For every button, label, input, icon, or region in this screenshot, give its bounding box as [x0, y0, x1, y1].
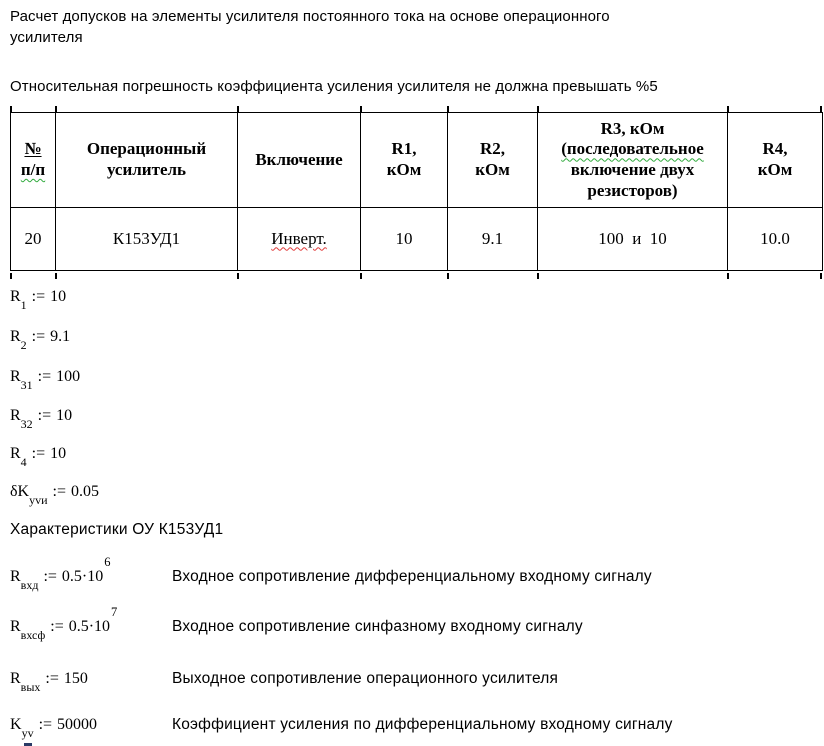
inclusion-header-label: Включение [255, 149, 343, 169]
assign-operator: := [52, 483, 66, 500]
r4-header-line2: кОм [757, 160, 793, 179]
assign-operator: := [37, 368, 52, 385]
variable-subscript: 2 [20, 338, 27, 353]
assign-operator: := [43, 568, 57, 585]
num-header-line1: № [24, 139, 42, 159]
variable-subscript: yvи [29, 493, 48, 508]
variable-subscript: 32 [20, 417, 33, 432]
col-header-r2 [448, 113, 538, 208]
variable-value: 0.05 [70, 483, 99, 500]
variable-name: R [10, 670, 21, 687]
table-border-stub [537, 273, 539, 279]
variable-name: R [10, 568, 21, 585]
cell-r1[interactable]: 10 [361, 208, 448, 271]
variable-subscript: вхсф [20, 628, 46, 643]
col-header-inclusion [238, 113, 361, 208]
variable-value: 10 [50, 445, 67, 462]
cell-inclusion[interactable] [238, 208, 361, 271]
variable-subscript: вых [20, 680, 41, 695]
table-border-stub [820, 273, 822, 279]
definition-r32[interactable] [10, 407, 73, 432]
characteristic-row-rvyh [10, 670, 816, 695]
characteristic-row-rvhd [10, 554, 816, 593]
table-border-stub [55, 273, 57, 279]
variable-value: 10 [56, 407, 73, 424]
parameters-table [10, 112, 823, 271]
characteristic-expression[interactable] [10, 554, 111, 593]
characteristic-row-kyv [10, 716, 816, 741]
intro-paragraph-2: Относительная погрешность коэффициента усиления усилителя не должна превышать %5 [10, 78, 658, 95]
table-border-stub [727, 273, 729, 279]
inclusion-value: Инверт. [271, 228, 327, 248]
table-border-stub [360, 273, 362, 279]
cell-num[interactable]: 20 [11, 208, 56, 271]
cell-r4[interactable]: 10.0 [728, 208, 823, 271]
r2-header-line2: кОм [475, 160, 510, 179]
variable-subscript: 31 [20, 378, 33, 393]
variable-subscript: yv [21, 726, 34, 741]
definition-r31[interactable] [10, 368, 81, 393]
characteristic-expression[interactable] [10, 716, 98, 741]
variable-name: δK [10, 483, 30, 500]
col-header-r4 [728, 113, 823, 208]
r3-header-line3: включение двух [570, 160, 695, 179]
r2-header-line1: R2, [479, 139, 506, 159]
variable-subscript: 1 [20, 298, 27, 313]
table-border-stub [447, 273, 449, 279]
definition-r2[interactable] [10, 328, 71, 353]
variable-value: 10 [50, 288, 67, 305]
cell-r3[interactable]: 100 и 10 [538, 208, 728, 271]
variable-name: K [10, 716, 22, 733]
r4-header-line1: R4, [762, 139, 788, 159]
variable-subscript: вхд [20, 578, 39, 593]
assign-operator: := [50, 618, 64, 635]
characteristic-row-rvhsf [10, 604, 816, 643]
col-header-num [11, 113, 56, 208]
definition-r1[interactable] [10, 288, 67, 313]
characteristic-description: Входное сопротивление синфазному входному сигналу [172, 618, 583, 635]
variable-name: R [10, 368, 21, 385]
assign-operator: := [31, 328, 46, 345]
opamp-header-line1: Операционный [86, 139, 207, 159]
variable-name: R [10, 445, 21, 462]
col-header-r1 [361, 113, 448, 208]
characteristic-expression[interactable] [10, 670, 88, 695]
definition-delta-kyv[interactable] [10, 483, 99, 508]
variable-value: 0.5·10 [68, 618, 111, 635]
variable-name: R [10, 618, 21, 635]
assign-operator: := [31, 288, 46, 305]
characteristic-expression[interactable] [10, 604, 118, 643]
col-header-r3 [538, 113, 728, 208]
r3-header-line2: (последовательное [561, 139, 704, 159]
variable-value: 50000 [57, 716, 98, 733]
cell-opamp[interactable]: К153УД1 [56, 208, 238, 271]
table-border-stub [10, 273, 12, 279]
r1-header-line1: R1, [391, 139, 417, 159]
table-border-stub [237, 273, 239, 279]
r1-header-line2: кОм [386, 160, 422, 179]
variable-name: R [10, 407, 21, 424]
intro-paragraph-1: Расчет допусков на элементы усилителя постоянного тока на основе операционного усилителя [10, 8, 610, 46]
definition-r4[interactable] [10, 445, 67, 470]
opamp-header-line2: усилитель [106, 160, 187, 179]
value-exponent: 7 [111, 604, 118, 619]
variable-subscript: 4 [20, 455, 27, 470]
assign-operator: := [45, 670, 59, 687]
variable-name: R [10, 288, 21, 305]
r3-header-line1: R3, кОм [600, 118, 665, 138]
cell-r2[interactable]: 9.1 [448, 208, 538, 271]
assign-operator: := [38, 716, 53, 733]
r3-header-line4: резисторов) [587, 180, 678, 200]
col-header-opamp [56, 113, 238, 208]
characteristic-description: Выходное сопротивление операционного усилителя [172, 670, 559, 687]
table-data-row [11, 208, 823, 271]
variable-value: 100 [56, 368, 81, 385]
assign-operator: := [37, 407, 52, 424]
characteristic-description: Коэффициент усиления по дифференциальному входному сигналу [172, 716, 673, 733]
value-exponent: 6 [104, 554, 111, 569]
variable-value: 9.1 [50, 328, 71, 345]
table-header-row [11, 113, 823, 208]
characteristics-heading: Характеристики ОУ К153УД1 [10, 521, 224, 538]
assign-operator: := [31, 445, 46, 462]
num-header-line2: п/п [20, 160, 46, 179]
variable-value: 0.5·10 [61, 568, 104, 585]
variable-value: 150 [63, 670, 88, 687]
characteristic-description: Входное сопротивление дифференциальному входному сигналу [172, 568, 652, 585]
variable-name: R [10, 328, 21, 345]
